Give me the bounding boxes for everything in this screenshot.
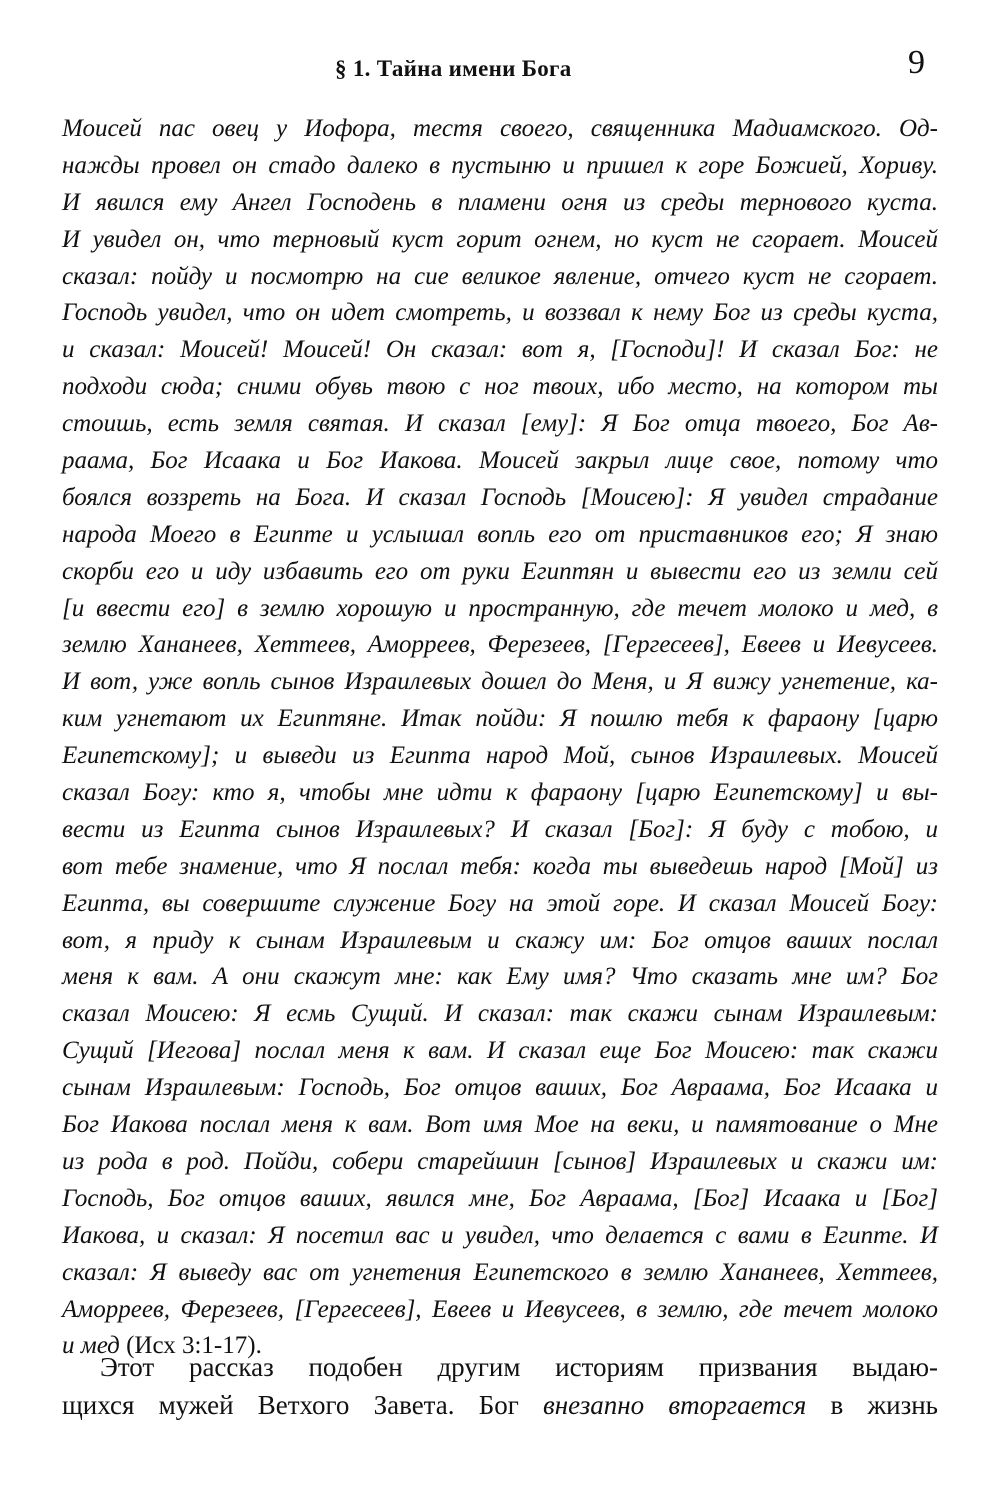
quote-line: народа Моего в Египте и услышал вопль его от приставников его; Я знаю — [62, 520, 938, 548]
quote-line: вести из Египта сынов Израилевых? И сказал [Бог]: Я буду с тобою, и — [62, 815, 938, 843]
quote-line: Господь увидел, что он идет смотреть, и воззвал к нему Бог из среды куста, — [62, 299, 938, 327]
body-line — [62, 1386, 938, 1424]
quote-line: И явился ему Ангел Господень в пламени огня из среды тернового куста. — [62, 188, 938, 216]
quote-line: Бог Иакова послал меня к вам. Вот имя Мое на веки, и памятование о Мне — [62, 1111, 938, 1139]
quote-line: вот тебе знамение, что Я послал тебя: когда ты выведешь народ [Мой] из — [62, 852, 938, 880]
quote-line: [и ввести его] в землю хорошую и пространную, где течет молоко и мед, в — [62, 594, 938, 622]
quote-line: Господь, Бог отцов ваших, явился мне, Бог Авраама, [Бог] Исаака и [Бог] — [62, 1184, 938, 1212]
quote-line: сказал Моисею: Я есмь Сущий. И сказал: так скажи сынам Израилевым: — [62, 1000, 938, 1028]
body-line-end: в жизнь — [806, 1390, 938, 1420]
quote-line: стоишь, есть земля святая. И сказал [ему]: Я Бог отца твоего, Бог Ав- — [62, 410, 938, 438]
quote-line: сказал Богу: кто я, чтобы мне идти к фараону [царю Египетскому] и вы- — [62, 779, 938, 807]
quote-line: подходи сюда; сними обувь твою с ног твоих, ибо место, на котором ты — [62, 373, 938, 401]
quote-line: Аморреев, Ферезеев, [Гергесеев], Евеев и Иевусеев, в землю, где течет молоко — [62, 1295, 938, 1323]
quote-line: сказал: Я выведу вас от угнетения Египетского в землю Хананеев, Хеттеев, — [62, 1258, 938, 1286]
quote-line: боялся воззреть на Бога. И сказал Господь [Моисею]: Я увидел страдание — [62, 483, 938, 511]
page-number: 9 — [908, 44, 925, 81]
quote-line: и сказал: Моисей! Моисей! Он сказал: вот я, [Господи]! И сказал Бог: не — [62, 336, 938, 364]
quote-line: скорби его и иду избавить его от руки Египтян и вывести его из земли сей — [62, 557, 938, 585]
quote-line: сказал: пойду и посмотрю на сие великое явление, отчего куст не сгорает. — [62, 262, 938, 290]
body-line: Этот рассказ подобен другим историям призвания выдаю- — [100, 1352, 938, 1382]
running-title: § 1. Тайна имени Бога — [335, 56, 572, 81]
quote-line: из рода в род. Пойди, собери старейшин [сынов] Израилевых и скажи им: — [62, 1147, 938, 1175]
body-line-start: щихся мужей Ветхого Завета. Бог — [62, 1390, 544, 1420]
quote-line: Египетскому]; и выведи из Египта народ Мой, сынов Израилевых. Моисей — [62, 742, 938, 770]
quote-line: вот, я приду к сынам Израилевым и скажу им: Бог отцов ваших послал — [62, 926, 938, 954]
quote-last-text: и мед — [62, 1332, 120, 1360]
scripture-reference: (Исх 3:1-17). — [126, 1332, 262, 1360]
quote-line: И увидел он, что терновый куст горит огнем, но куст не сгорает. Моисей — [62, 225, 938, 253]
quote-line: Египта, вы совершите служение Богу на этой горе. И сказал Моисей Богу: — [62, 889, 938, 917]
scripture-quote — [62, 111, 938, 1365]
quote-line: сынам Израилевым: Господь, Бог отцов ваших, Бог Авраама, Бог Исаака и — [62, 1074, 938, 1102]
quote-line: Иакова, и сказал: Я посетил вас и увидел, что делается с вами в Египте. И — [62, 1221, 938, 1249]
quote-line: нажды провел он стадо далеко в пустыню и пришел к горе Божией, Хориву. — [62, 151, 938, 179]
quote-line: раама, Бог Исаака и Бог Иакова. Моисей закрыл лице свое, потому что — [62, 447, 938, 475]
page-header — [0, 44, 1000, 94]
quote-line: землю Хананеев, Хеттеев, Аморреев, Ферезеев, [Гергесеев], Евеев и Иевусеев. — [62, 631, 938, 659]
quote-line: ким угнетают их Египтяне. Итак пойди: Я пошлю тебя к фараону [царю — [62, 705, 938, 733]
quote-line: Моисей пас овец у Иофора, тестя своего, священника Мадиамского. Од- — [62, 115, 938, 142]
body-emphasis: внезапно вторгается — [543, 1390, 807, 1420]
body-paragraph — [62, 1348, 938, 1424]
quote-line: меня к вам. А они скажут мне: как Ему имя? Что сказать мне им? Бог — [62, 963, 938, 991]
quote-line: И вот, уже вопль сынов Израилевых дошел до Меня, и Я вижу угнетение, ка- — [62, 668, 938, 696]
quote-line: Сущий [Иегова] послал меня к вам. И сказал еще Бог Моисею: так скажи — [62, 1037, 938, 1065]
